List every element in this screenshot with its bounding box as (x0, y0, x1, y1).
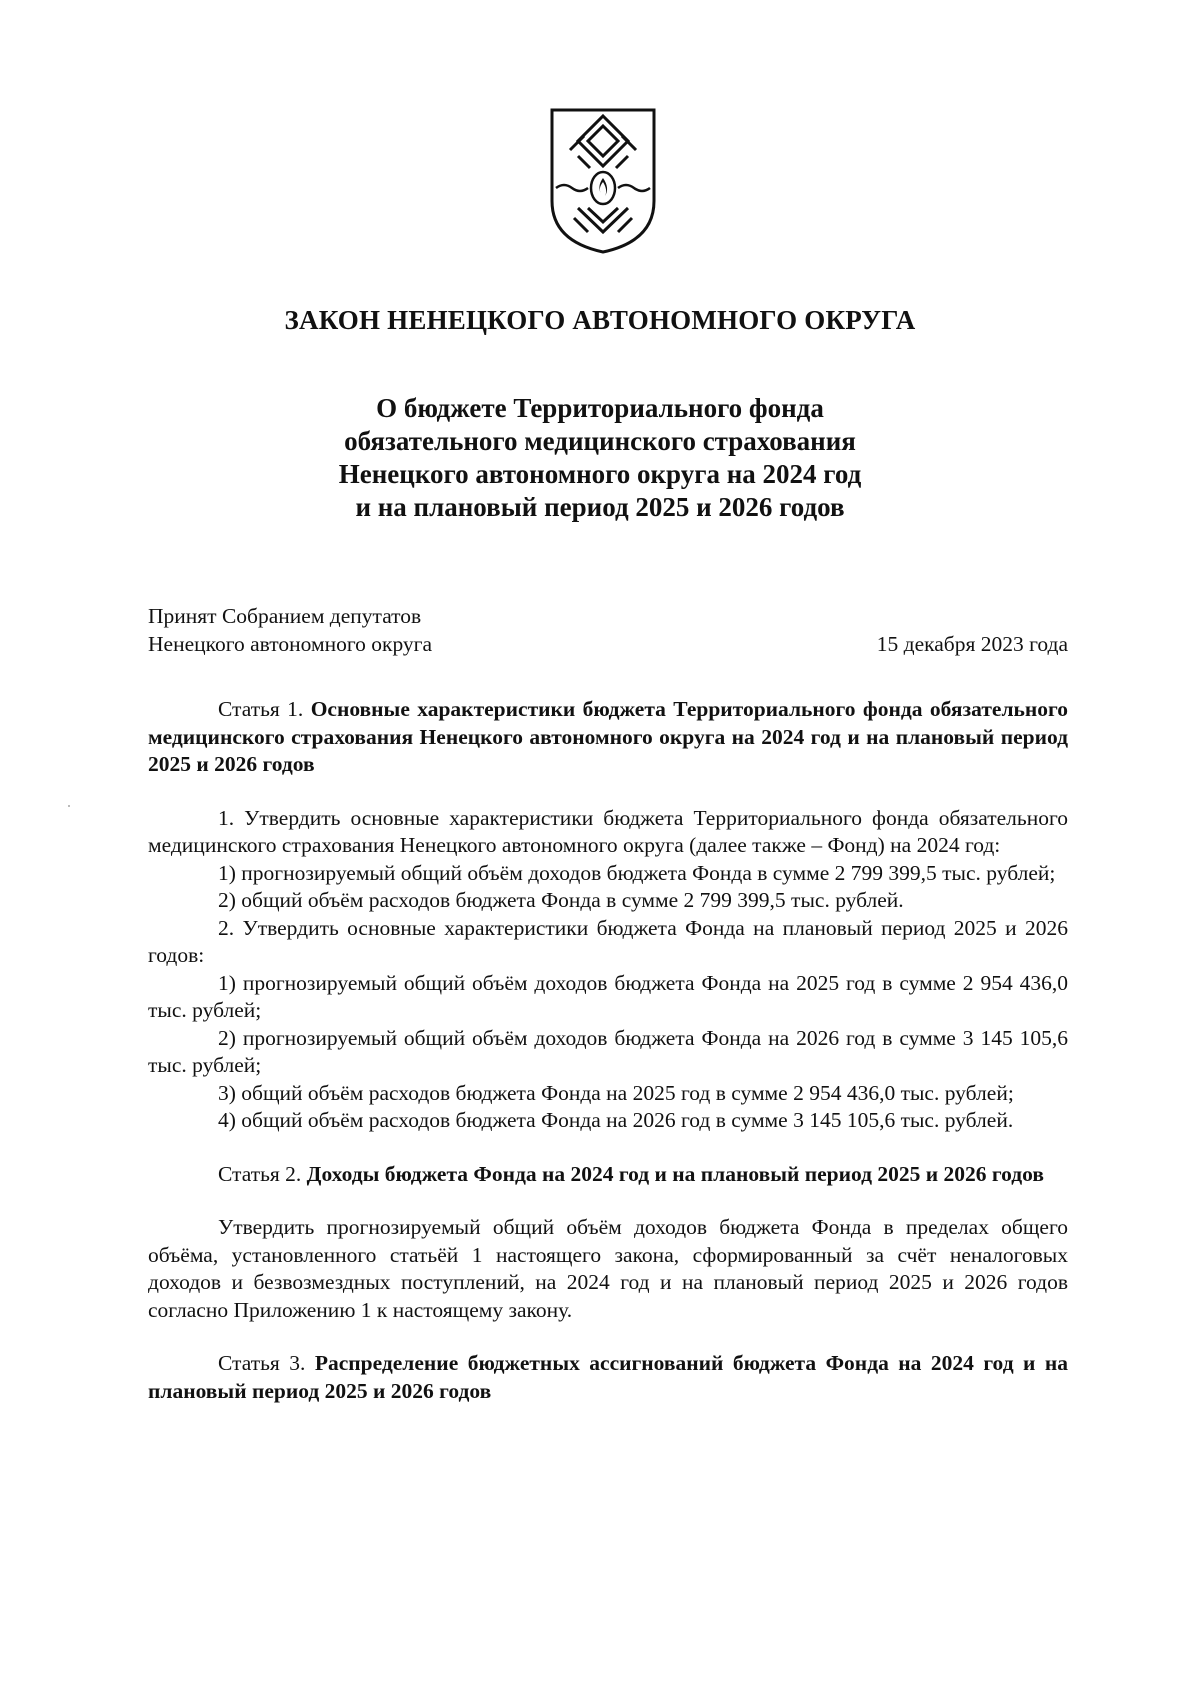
law-title: ЗАКОН НЕНЕЦКОГО АВТОНОМНОГО ОКРУГА (284, 305, 916, 335)
article-title: Основные характеристики бюджета Территориального фонда обязательного медицинского страхования Ненецкого автономного округа на 2024 год и на плановый период 2025 и 2026 годов (148, 697, 1069, 776)
document-body (148, 696, 1068, 1405)
coat-of-arms-emblem (548, 106, 658, 256)
paragraph: 1) прогнозируемый общий объём доходов бюджета Фонда на 2025 год в сумме 2 954 436,0 тыс. рублей; (148, 970, 1068, 1022)
subject-line: О бюджете Территориального фонда (376, 393, 824, 423)
article-label: Статья 3. (218, 1351, 306, 1375)
article-heading (148, 1350, 1068, 1405)
paragraph: 1) прогнозируемый общий объём доходов бюджета Фонда в сумме 2 799 399,5 тыс. рублей; (218, 860, 1056, 885)
article-heading (148, 1161, 1068, 1189)
adoption-block (148, 602, 1068, 658)
article-label: Статья 1. (218, 697, 304, 721)
adoption-line: Принят Собранием депутатов (148, 604, 422, 628)
subject-line: и на плановый период 2025 и 2026 годов (355, 492, 845, 522)
subject-line: обязательного медицинского страхования (344, 426, 856, 456)
scan-artifact (68, 805, 70, 807)
paragraph: Утвердить прогнозируемый общий объём доходов бюджета Фонда в пределах общего объёма, установленного статьёй 1 настоящего закона, сформированный за счёт неналоговых доходов и безвозмездных поступлений, на 2024 год и на плановый период 2025 и 2026 годов согласно Приложению 1 к настоящему закону. (148, 1215, 1068, 1322)
paragraph: 2) общий объём расходов бюджета Фонда в сумме 2 799 399,5 тыс. рублей. (218, 888, 904, 912)
article-label: Статья 2. (218, 1161, 302, 1186)
paragraph: 4) общий объём расходов бюджета Фонда на 2026 год в сумме 3 145 105,6 тыс. рублей. (218, 1108, 1014, 1132)
paragraph: 3) общий объём расходов бюджета Фонда на 2025 год в сумме 2 954 436,0 тыс. рублей; (218, 1080, 1014, 1105)
law-subject (0, 392, 1200, 524)
adoption-line: Ненецкого автономного округа (148, 632, 433, 656)
paragraph: 2) прогнозируемый общий объём доходов бюджета Фонда на 2026 год в сумме 3 145 105,6 тыс. рублей; (148, 1025, 1068, 1077)
paragraph: 1. Утвердить основные характеристики бюджета Территориального фонда обязательного медицинского страхования Ненецкого автономного округа (далее также – Фонд) на 2024 год: (148, 805, 1068, 857)
paragraph: 2. Утвердить основные характеристики бюджета Фонда на плановый период 2025 и 2026 годов: (148, 915, 1068, 967)
adoption-date: 15 декабря 2023 года (876, 632, 1068, 656)
article-title: Доходы бюджета Фонда на 2024 год и на плановый период 2025 и 2026 годов (306, 1161, 1044, 1186)
article-heading (148, 696, 1068, 779)
subject-line: Ненецкого автономного округа на 2024 год (338, 459, 862, 489)
article-title: Распределение бюджетных ассигнований бюджета Фонда на 2024 год и на плановый период 2025 и 2026 годов (148, 1351, 1069, 1403)
